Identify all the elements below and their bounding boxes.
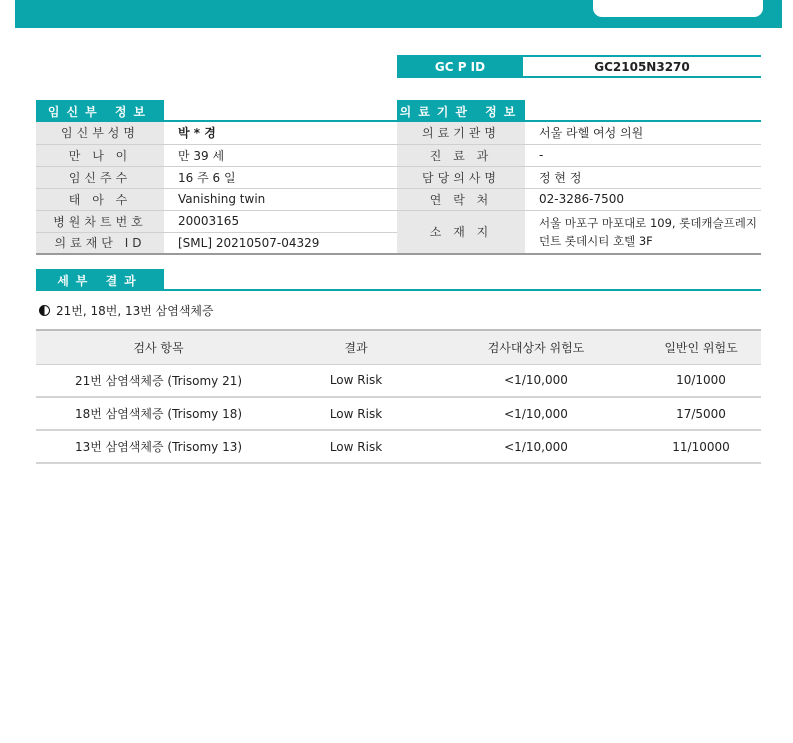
header-general-risk: 일반인 위험도 [641, 330, 761, 364]
table-row [397, 210, 761, 254]
pregnancy-section-title: 임신부 정보 [36, 100, 164, 122]
header-subject-risk: 검사대상자 위험도 [431, 330, 641, 364]
chart-number-value: 20003165 [164, 210, 397, 232]
gestation-label: 임신주수 [36, 166, 164, 188]
table-row [36, 144, 397, 166]
fetus-count-label: 태 아 수 [36, 188, 164, 210]
institution-name-label: 의료기관명 [397, 122, 525, 144]
subject-risk-cell: <1/10,000 [431, 397, 641, 430]
detail-subtitle [39, 302, 214, 319]
pregnancy-info-table [36, 122, 397, 255]
result-cell: Low Risk [281, 397, 431, 430]
half-circle-icon [39, 305, 50, 316]
header-pill [593, 0, 763, 17]
address-value: 서울 마포구 마포대로 109, 롯데캐슬프레지 던트 롯데시티 호텔 3F [525, 210, 761, 254]
detail-section-header [36, 269, 761, 293]
contact-label: 연 락 처 [397, 188, 525, 210]
results-table [36, 329, 761, 464]
subject-risk-cell: <1/10,000 [431, 364, 641, 397]
table-row [397, 166, 761, 188]
table-row [36, 397, 761, 430]
department-label: 진 료 과 [397, 144, 525, 166]
table-row [397, 144, 761, 166]
detail-subtitle-text: 21번, 18번, 13번 삼염색체증 [56, 304, 214, 318]
doctor-value: 정 현 정 [525, 166, 761, 188]
subject-risk-cell: <1/10,000 [431, 430, 641, 463]
contact-value: 02-3286-7500 [525, 188, 761, 210]
institution-section-title: 의료기관 정보 [397, 100, 525, 122]
chart-number-label: 병원차트번호 [36, 210, 164, 232]
department-value: - [525, 144, 761, 166]
table-row [36, 210, 397, 232]
test-item-cell: 13번 삼염색체증 (Trisomy 13) [36, 430, 281, 463]
table-row [36, 364, 761, 397]
pregnancy-section-header [36, 100, 397, 124]
foundation-id-label: 의료재단 ID [36, 232, 164, 254]
table-row [36, 166, 397, 188]
fetus-count-value: Vanishing twin [164, 188, 397, 210]
result-cell: Low Risk [281, 430, 431, 463]
doctor-label: 담당의사명 [397, 166, 525, 188]
detail-section-title: 세부 결과 [36, 269, 164, 291]
results-header-row [36, 330, 761, 364]
table-row [397, 122, 761, 144]
pregnant-name-value: 박 * 경 [164, 122, 397, 144]
test-item-cell: 18번 삼염색체증 (Trisomy 18) [36, 397, 281, 430]
general-risk-cell: 10/1000 [641, 364, 761, 397]
header-result: 결과 [281, 330, 431, 364]
gcpid-value: GC2105N3270 [594, 59, 690, 74]
foundation-id-value: [SML] 20210507-04329 [164, 232, 397, 254]
institution-info-table [397, 122, 761, 255]
address-label: 소 재 지 [397, 210, 525, 254]
age-value: 만 39 세 [164, 144, 397, 166]
table-row [36, 188, 397, 210]
table-row [397, 188, 761, 210]
gestation-value: 16 주 6 일 [164, 166, 397, 188]
result-cell: Low Risk [281, 364, 431, 397]
general-risk-cell: 17/5000 [641, 397, 761, 430]
table-row [36, 122, 397, 144]
institution-name-value: 서울 라헬 여성 의원 [525, 122, 761, 144]
table-row [36, 232, 397, 254]
table-row [36, 430, 761, 463]
institution-section-header [397, 100, 761, 124]
gcpid-box [397, 55, 761, 78]
general-risk-cell: 11/10000 [641, 430, 761, 463]
age-label: 만 나 이 [36, 144, 164, 166]
header-bar [15, 0, 782, 28]
test-item-cell: 21번 삼염색체증 (Trisomy 21) [36, 364, 281, 397]
header-test-item: 검사 항목 [36, 330, 281, 364]
gcpid-label: GC P ID [397, 57, 523, 76]
pregnant-name-label: 임신부성명 [36, 122, 164, 144]
